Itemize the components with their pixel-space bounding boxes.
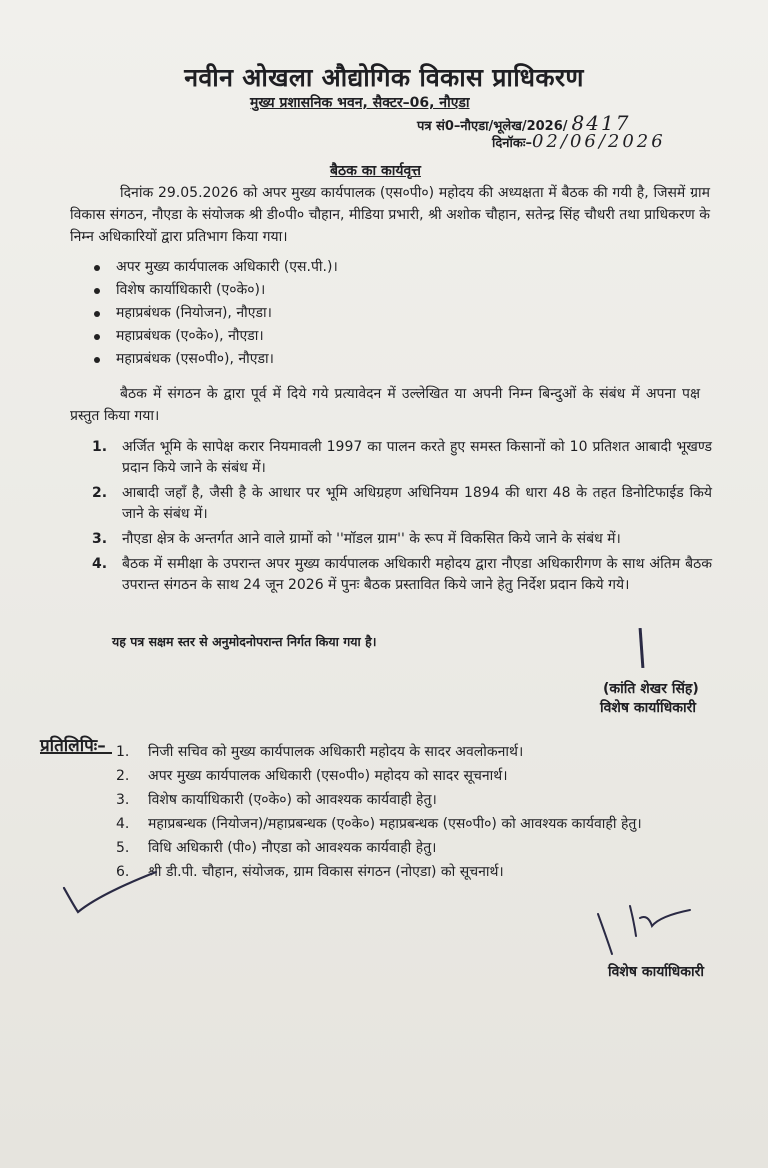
copy-text: अपर मुख्य कार्यपालक अधिकारी (एस०पी०) महोदय को सादर सूचनार्थ। [148, 768, 508, 784]
copy-text: श्री डी.पी. चौहान, संयोजक, ग्राम विकास संगठन (नोएडा) को सूचनार्थ। [148, 864, 504, 880]
discussion-points [92, 437, 712, 600]
copy-to-heading: प्रतिलिपिः– [40, 736, 106, 756]
tick-mark-icon [60, 866, 160, 916]
footer-designation: विशेष कार्याधिकारी [608, 964, 704, 980]
point-number: 1. [92, 439, 108, 455]
approval-note: यह पत्र सक्षम स्तर से अनुमोदनोपरान्त निर्गत किया गया है। [112, 634, 377, 649]
point-item [92, 483, 712, 525]
copy-text: निजी सचिव को मुख्य कार्यपालक अधिकारी महोदय के सादर अवलोकनार्थ। [148, 744, 524, 760]
point-item [92, 554, 712, 596]
signature-mark [639, 628, 645, 668]
copy-number: 6. [116, 864, 130, 880]
point-item [92, 529, 712, 550]
date-value: 02/06/2026 [531, 131, 666, 152]
copy-number: 3. [116, 792, 130, 808]
point-item [92, 437, 712, 479]
copy-text: महाप्रबन्धक (नियोजन)/महाप्रबन्धक (ए०के०) महाप्रबन्धक (एस०पी०) को आवश्यक कार्यवाही हेतु। [148, 816, 642, 832]
points-intro-paragraph: बैठक में संगठन के द्वारा पूर्व में दिये गये प्रत्यावेदन में उल्लेखित या अपनी निम्न बिन्दुओं के संबंध में अपना पक्ष प्रस्तुत किया गया। [70, 386, 700, 424]
attendee-item: महाप्रबंधक (ए०के०), नौएडा। [92, 325, 338, 348]
signatory-name: (कांति शेखर सिंह) [603, 681, 699, 697]
attendee-item: अपर मुख्य कार्यपालक अधिकारी (एस.पी.)। [92, 256, 338, 279]
copy-heading-underline [40, 752, 112, 754]
copy-item [116, 742, 716, 763]
org-title: नवीन ओखला औद्योगिक विकास प्राधिकरण [184, 63, 584, 92]
copy-number: 2. [116, 768, 130, 784]
attendee-item: विशेष कार्याधिकारी (ए०के०)। [92, 279, 338, 302]
attendee-list [92, 256, 338, 371]
letter-date [492, 131, 666, 152]
minutes-title: बैठक का कार्यवृत्त [330, 163, 421, 179]
copy-to-list [116, 742, 716, 886]
point-text: आबादी जहॉं है, जैसी है के आधार पर भूमि अधिग्रहण अधिनियम 1894 की धारा 48 के तहत डिनोटिफाईड किये जाने के संबंध में। [122, 485, 712, 522]
office-address: मुख्य प्रशासनिक भवन, सैक्टर–06, नौएडा [250, 95, 470, 111]
copy-item [116, 838, 716, 859]
signatory-designation: विशेष कार्याधिकारी [600, 700, 696, 716]
point-text: नौएडा क्षेत्र के अन्तर्गत आने वाले ग्रामों को ''मॉडल ग्राम'' के रूप में विकसित किये जाने के संबंध में। [122, 531, 621, 547]
handwritten-signature [590, 896, 720, 956]
attendee-item: महाप्रबंधक (एस०पी०), नौएडा। [92, 348, 338, 371]
copy-text: विधि अधिकारी (पी०) नौएडा को आवश्यक कार्यवाही हेतु। [148, 840, 437, 856]
point-text: अर्जित भूमि के सापेक्ष करार नियमावली 1997 का पालन करते हुए समस्त किसानों को 10 प्रतिशत आबादी भूखण्ड प्रदान किये जाने के संबंध में। [122, 439, 712, 476]
point-text: बैठक में समीक्षा के उपरान्त अपर मुख्य कार्यपालक अधिकारी महोदय द्वारा नौएडा अधिकारीगण के साथ अंतिम बैठक उपरान्त संगठन के साथ 24 जून 2026 में पुनः बैठक प्रस्तावित किये जाने हेतु निर्देश प्रदान किये गये। [122, 556, 712, 593]
point-number: 2. [92, 485, 108, 501]
copy-number: 5. [116, 840, 130, 856]
copy-number: 1. [116, 744, 130, 760]
intro-paragraph: दिनांक 29.05.2026 को अपर मुख्य कार्यपालक (एस०पी०) महोदय की अध्यक्षता में बैठक की गयी है, जिसमें ग्राम विकास संगठन, नौएडा के संयोजक श्री डी०पी० चौहान, मीडिया प्रभारी, श्री अशोक चौहान, सतेन्द्र सिंह चौधरी तथा प्राधिकरण के निम्न अधिकारियों द्वारा प्रतिभाग किया गया। [70, 185, 710, 245]
letter-ref-number: 8417 [571, 111, 631, 135]
date-label: दिनॉकः– [492, 136, 532, 151]
letter-ref-label: पत्र सं0–नौएडा/भूलेख/2026/ [417, 119, 568, 134]
copy-item [116, 814, 716, 835]
copy-item [116, 766, 716, 787]
copy-item [116, 790, 716, 811]
copy-number: 4. [116, 816, 130, 832]
point-number: 3. [92, 531, 108, 547]
point-number: 4. [92, 556, 108, 572]
copy-text: विशेष कार्याधिकारी (ए०के०) को आवश्यक कार्यवाही हेतु। [148, 792, 437, 808]
attendee-item: महाप्रबंधक (नियोजन), नौएडा। [92, 302, 338, 325]
copy-item [116, 862, 716, 883]
